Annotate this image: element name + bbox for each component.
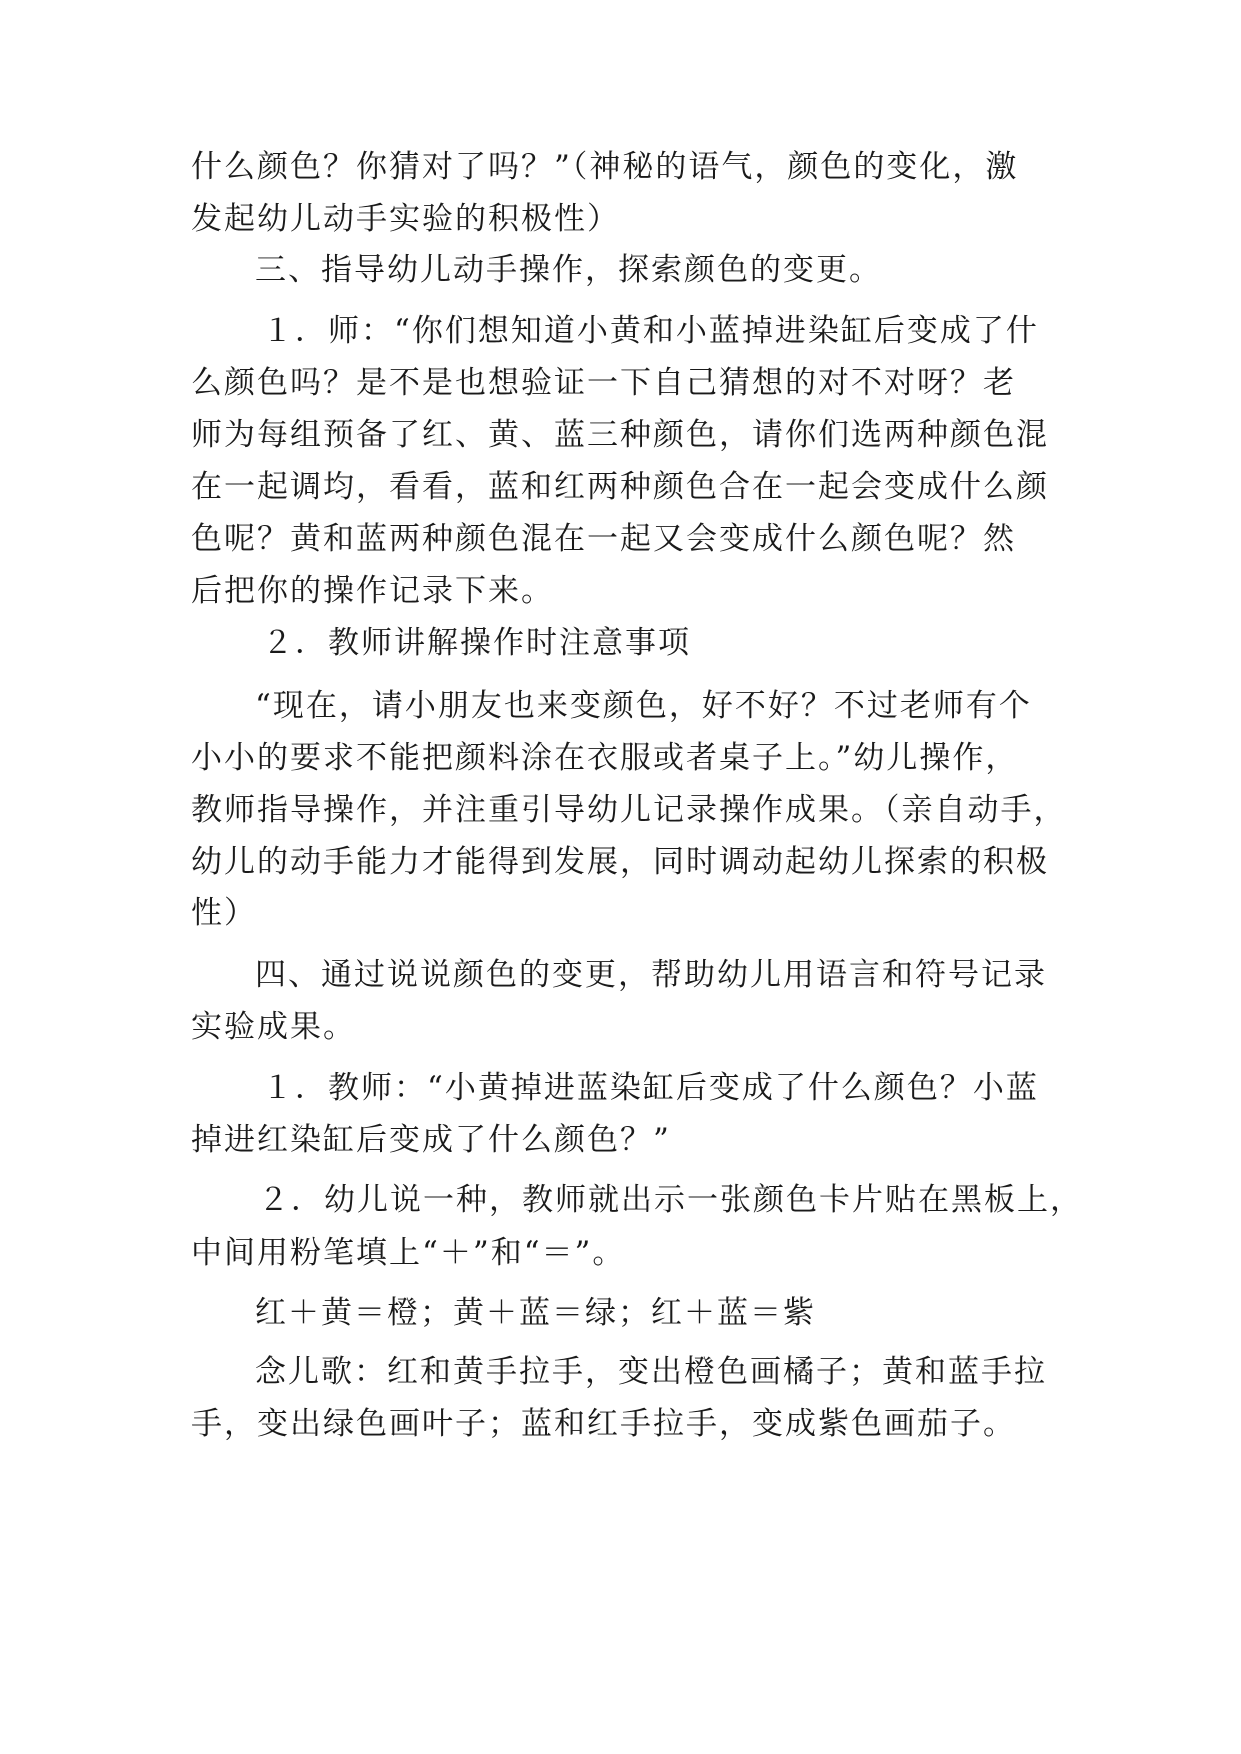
text-line: 小小的要求不能把颜料涂在衣服或者桌子上。”幼儿操作， xyxy=(191,740,1019,776)
text-line: 在一起调均，看看，蓝和红两种颜色合在一起会变成什么颜 xyxy=(191,469,1049,505)
text-line: 手，变出绿色画叶子；蓝和红手拉手，变成紫色画茄子。 xyxy=(191,1406,1016,1442)
text-line: 后把你的操作记录下来。 xyxy=(191,573,554,609)
text-line: 色呢？黄和蓝两种颜色混在一起又会变成什么颜色呢？然 xyxy=(191,521,1016,557)
text-line: 幼儿的动手能力才能得到发展，同时调动起幼儿探索的积极 xyxy=(191,844,1049,880)
text-line: １．师：“你们想知道小黄和小蓝掉进染缸后变成了什 xyxy=(262,313,1039,349)
text-line: 性） xyxy=(191,895,257,931)
section-heading: 四、通过说说颜色的变更，帮助幼儿用语言和符号记录 xyxy=(255,957,1047,993)
text-line: １．教师：“小黄掉进蓝染缸后变成了什么颜色？小蓝 xyxy=(262,1070,1039,1106)
text-line: ２．教师讲解操作时注意事项 xyxy=(262,625,691,661)
text-line: 掉进红染缸后变成了什么颜色？” xyxy=(191,1122,671,1158)
formula-line: 红＋黄＝橙；黄＋蓝＝绿；红＋蓝＝紫 xyxy=(255,1295,816,1331)
text-line: 发起幼儿动手实验的积极性） xyxy=(191,201,620,237)
text-line: 么颜色吗？是不是也想验证一下自己猜想的对不对呀？老 xyxy=(191,365,1016,401)
text-line: ２．幼儿说一种，教师就出示一张颜色卡片贴在黑板上， xyxy=(258,1182,1083,1218)
text-line: “现在，请小朋友也来变颜色，好不好？不过老师有个 xyxy=(255,688,1032,724)
text-line: 中间用粉笔填上“＋”和“＝”。 xyxy=(191,1235,626,1271)
text-line: 师为每组预备了红、黄、蓝三种颜色，请你们选两种颜色混 xyxy=(191,417,1049,453)
text-line: 实验成果。 xyxy=(191,1009,356,1045)
text-line: 教师指导操作，并注重引导幼儿记录操作成果。（亲自动手， xyxy=(191,792,1067,828)
section-heading: 三、指导幼儿动手操作，探索颜色的变更。 xyxy=(255,252,882,288)
text-line: 什么颜色？你猜对了吗？”（神秘的语气，颜色的变化，激 xyxy=(191,149,1019,185)
text-line: 念儿歌：红和黄手拉手，变出橙色画橘子；黄和蓝手拉 xyxy=(255,1354,1047,1390)
